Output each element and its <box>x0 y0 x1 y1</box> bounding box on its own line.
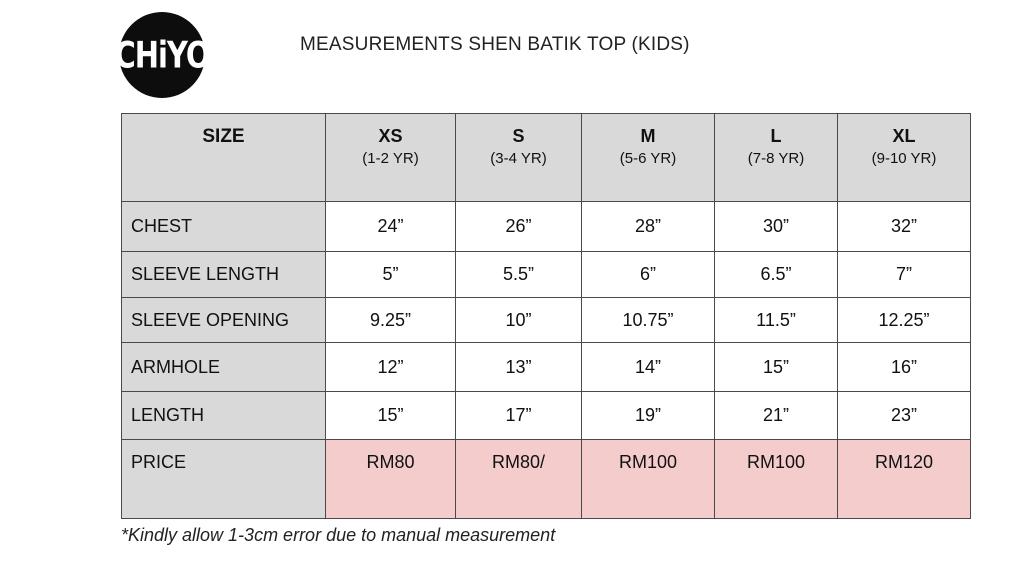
table-cell: 6” <box>582 252 715 298</box>
size-age: (7-8 YR) <box>747 150 805 167</box>
size-header-xl <box>838 114 971 202</box>
table-cell: 21” <box>715 392 838 440</box>
table-header-row <box>122 114 971 202</box>
brand-logo-text: CHiYO <box>114 33 210 77</box>
table-cell: 15” <box>326 392 456 440</box>
table-cell: 14” <box>582 343 715 392</box>
table-cell: 32” <box>838 202 971 252</box>
table-cell: 7” <box>838 252 971 298</box>
price-cell: RM80 <box>326 440 456 519</box>
table-cell: 26” <box>456 202 582 252</box>
price-cell: RM100 <box>582 440 715 519</box>
size-header-m <box>582 114 715 202</box>
table-row-length <box>122 392 971 440</box>
table-row-armhole <box>122 343 971 392</box>
table-cell: 12” <box>326 343 456 392</box>
table-cell: 10.75” <box>582 298 715 343</box>
size-header-label: SIZE <box>202 126 245 147</box>
table-cell: 28” <box>582 202 715 252</box>
table-row-sleeve-length <box>122 252 971 298</box>
page-title: MEASUREMENTS SHEN BATIK TOP (KIDS) <box>300 34 690 55</box>
size-chart-table <box>121 113 971 519</box>
size-label: S <box>512 126 525 146</box>
table-cell: 16” <box>838 343 971 392</box>
table-cell: 9.25” <box>326 298 456 343</box>
size-age: (5-6 YR) <box>619 150 677 167</box>
row-label: LENGTH <box>122 392 326 440</box>
price-cell: RM120 <box>838 440 971 519</box>
table-cell: 23” <box>838 392 971 440</box>
measurement-note: *Kindly allow 1-3cm error due to manual measurement <box>121 525 556 545</box>
table-cell: 17” <box>456 392 582 440</box>
table-cell: 15” <box>715 343 838 392</box>
size-header-xs <box>326 114 456 202</box>
row-label: SLEEVE LENGTH <box>122 252 326 298</box>
brand-logo <box>114 12 210 98</box>
table-cell: 24” <box>326 202 456 252</box>
table-cell: 10” <box>456 298 582 343</box>
size-label: L <box>770 126 782 146</box>
size-label: XL <box>892 126 916 146</box>
price-cell: RM100 <box>715 440 838 519</box>
table-cell: 5” <box>326 252 456 298</box>
size-header-l <box>715 114 838 202</box>
table-row-sleeve-opening <box>122 298 971 343</box>
table-row-chest <box>122 202 971 252</box>
size-age: (1-2 YR) <box>362 150 419 167</box>
table-cell: 13” <box>456 343 582 392</box>
size-age: (9-10 YR) <box>871 150 937 167</box>
size-label: XS <box>378 126 403 146</box>
table-cell: 19” <box>582 392 715 440</box>
size-header-s <box>456 114 582 202</box>
table-cell: 5.5” <box>456 252 582 298</box>
row-label: ARMHOLE <box>122 343 326 392</box>
table-cell: 6.5” <box>715 252 838 298</box>
table-cell: 30” <box>715 202 838 252</box>
row-label: PRICE <box>122 440 326 519</box>
size-label: M <box>640 126 656 146</box>
table-cell: 11.5” <box>715 298 838 343</box>
table-row-price <box>122 440 971 519</box>
price-cell: RM80/ <box>456 440 582 519</box>
size-column-header <box>122 114 326 202</box>
row-label: SLEEVE OPENING <box>122 298 326 343</box>
size-age: (3-4 YR) <box>490 150 547 167</box>
table-cell: 12.25” <box>838 298 971 343</box>
row-label: CHEST <box>122 202 326 252</box>
